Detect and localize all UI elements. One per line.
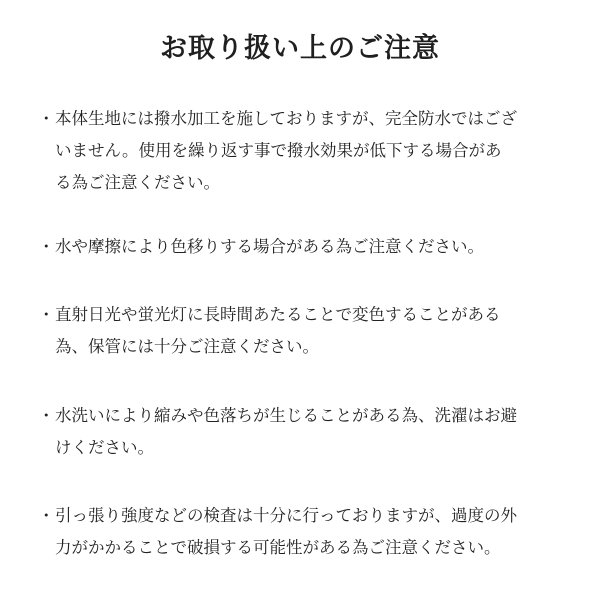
bullet-marker: ・	[38, 406, 55, 425]
notice-line: 直射日光や蛍光灯に長時間あたることで変色することがある	[55, 305, 501, 324]
notice-item-washing	[38, 400, 578, 464]
notice-line: 力がかかることで破損する可能性がある為ご注意ください。	[55, 538, 501, 557]
bullet-marker: ・	[38, 237, 55, 256]
notice-line: る為ご注意ください。	[55, 173, 220, 192]
notice-item-damage	[38, 500, 578, 564]
notice-item-discoloration	[38, 299, 578, 363]
notice-line: けください。	[55, 438, 154, 457]
bullet-marker: ・	[38, 506, 55, 525]
bullet-marker: ・	[38, 109, 55, 128]
notice-line: 水や摩擦により色移りする場合がある為ご注意ください。	[55, 237, 484, 256]
notice-line: 為、保管には十分ご注意ください。	[55, 337, 319, 356]
notice-line: 水洗いにより縮みや色落ちが生じることがある為、洗濯はお避	[55, 406, 517, 425]
notice-item-water-repellent	[38, 103, 578, 199]
notice-line: 引っ張り強度などの検査は十分に行っておりますが、過度の外	[55, 506, 517, 525]
notice-line: いません。使用を繰り返す事で撥水効果が低下する場合があ	[55, 141, 502, 160]
notice-line: 本体生地には撥水加工を施しておりますが、完全防水ではござ	[55, 109, 517, 128]
page-title: お取り扱い上のご注意	[160, 33, 440, 64]
notice-item-color-transfer	[38, 231, 578, 263]
bullet-marker: ・	[38, 305, 55, 324]
